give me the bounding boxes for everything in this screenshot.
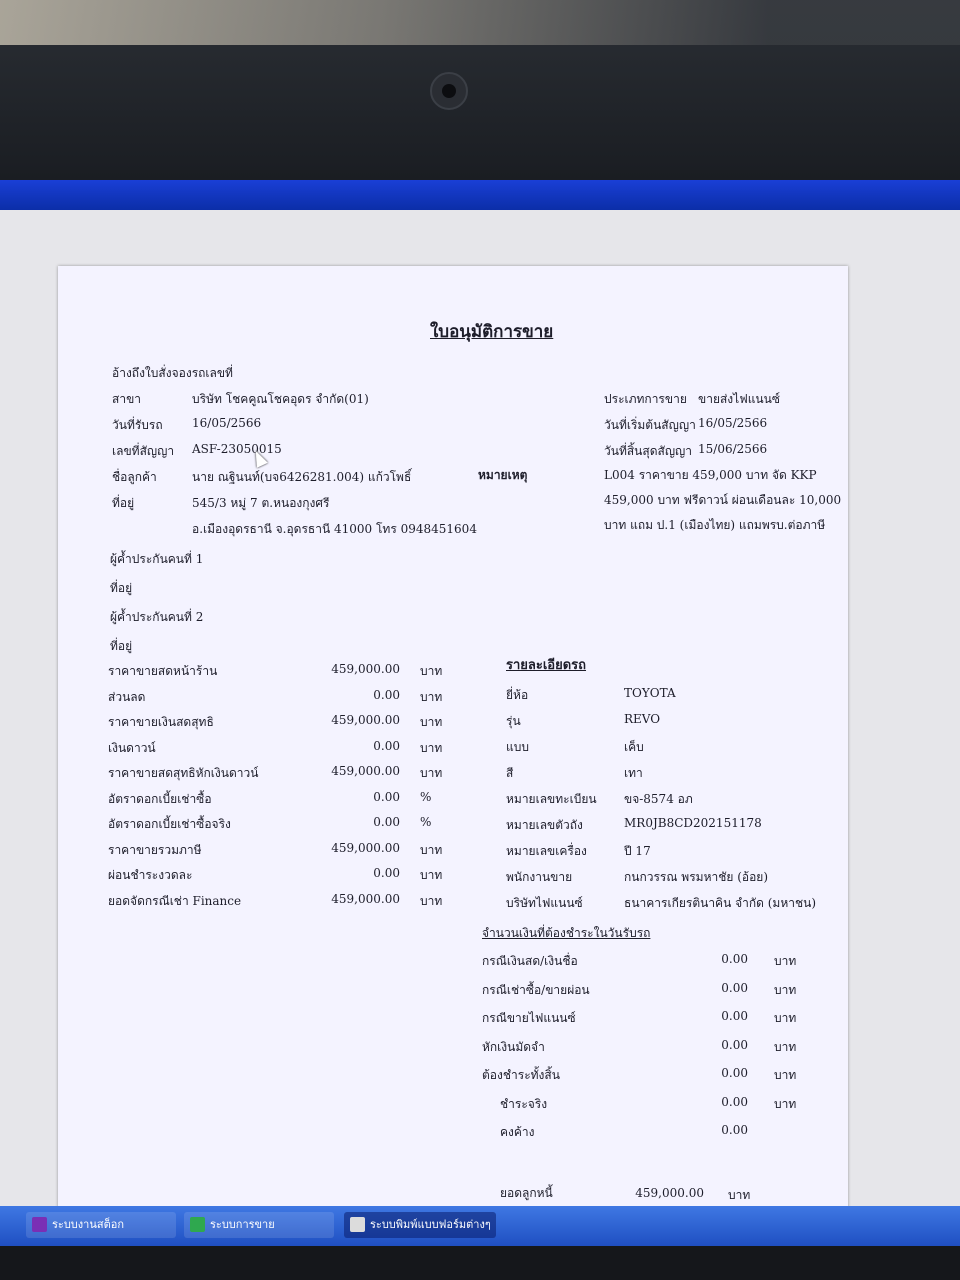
taskbar-button[interactable] (184, 1212, 334, 1238)
price-label: ราคาขายเงินสดสุทธิ (108, 715, 214, 729)
left-field-label: สาขา (112, 392, 142, 406)
price-unit: บาท (420, 689, 443, 704)
left-field-value: 545/3 หมู่ 7 ต.หนองกุงศรี (192, 496, 330, 510)
price-value: 459,000.00 (331, 840, 400, 855)
car-detail-value: TOYOTA (624, 686, 676, 700)
left-field-value: บริษัท โชคคูณโชคอุดร จำกัด(01) (192, 392, 369, 406)
guarantor-label: ผู้ค้ำประกันคนที่ 2 (110, 610, 204, 624)
right-field-value: 16/05/2566 (698, 416, 768, 430)
right-field-label: วันที่เริ่มต้นสัญญา (604, 418, 696, 432)
price-value: 459,000.00 (331, 662, 400, 676)
car-detail-value: เทา (624, 766, 643, 780)
price-label: ผ่อนชำระงวดละ (108, 868, 193, 882)
payment-value: 0.00 (721, 952, 748, 966)
guarantor-label: ผู้ค้ำประกันคนที่ 1 (110, 552, 204, 566)
guarantor-label: ที่อยู่ (110, 639, 133, 653)
left-field-value: อ.เมืองอุดรธานี จ.อุดรธานี 41000 โทร 0948451604 (192, 522, 477, 536)
payment-value: 0.00 (721, 1123, 748, 1137)
bezel-reflection (0, 0, 960, 45)
payment-unit: บาท (774, 1096, 797, 1111)
monitor-bezel (0, 0, 960, 180)
payment-label: กรณีเงินสด/เงินชื่อ (482, 954, 578, 968)
car-detail-label: สี (506, 766, 514, 780)
taskbar-button-label: ระบบงานสต็อก (52, 1218, 124, 1231)
remark-line: บาท แถม ป.1 (เมืองไทย) แถมพรบ.ต่อภาษี (604, 518, 826, 532)
price-label: เงินดาวน์ (108, 740, 156, 755)
price-unit: บาท (420, 842, 443, 857)
debt-unit: บาท (728, 1188, 751, 1202)
price-unit: % (420, 789, 432, 804)
taskbar-button-label: ระบบการขาย (210, 1218, 275, 1231)
payment-unit: บาท (774, 1039, 797, 1054)
car-detail-value: ขจ-8574 อภ (624, 792, 693, 806)
reservation-ref-label: อ้างถึงใบสั่งจองรถเลขที่ (112, 366, 233, 380)
right-field-label: วันที่สิ้นสุดสัญญา (604, 444, 693, 458)
price-unit: บาท (420, 893, 443, 908)
price-label: ราคาขายสดหน้าร้าน (108, 664, 218, 678)
payment-section-title: จำนวนเงินที่ต้องชำระในวันรับรถ (482, 926, 651, 940)
left-field-value: ASF-23050015 (192, 442, 282, 456)
taskbar-button[interactable] (26, 1212, 176, 1238)
left-field-label: เลขที่สัญญา (112, 444, 175, 458)
debt-label: ยอดลูกหนี้ (500, 1186, 553, 1200)
app-icon (350, 1217, 365, 1232)
price-unit: % (420, 815, 432, 829)
car-detail-value: กนกวรรณ พรมหาชัย (อ้อย) (624, 870, 769, 884)
car-detail-label: รุ่น (506, 714, 521, 728)
car-detail-label: พนักงานขาย (506, 870, 573, 884)
payment-label: กรณีเช่าซื้อ/ขายผ่อน (482, 982, 590, 997)
left-field-value: นาย ณฐินนท์(บจ6426281.004) แก้วโพธิ์ (192, 470, 412, 484)
webcam-icon (430, 72, 468, 110)
price-label: อัตราดอกเบี้ยเช่าซื้อจริง (108, 817, 231, 831)
app-icon (32, 1217, 47, 1232)
left-field-value: 16/05/2566 (192, 416, 262, 430)
price-label: อัตราดอกเบี้ยเช่าซื้อ (108, 791, 212, 806)
screen (0, 180, 960, 1280)
car-detail-label: ยี่ห้อ (506, 688, 529, 702)
price-value: 0.00 (373, 815, 400, 829)
payment-unit: บาท (774, 1068, 797, 1082)
print-preview-area[interactable] (0, 210, 960, 1210)
price-label: ราคาขายสดสุทธิหักเงินดาวน์ (108, 766, 259, 780)
remark-line: 459,000 บาท ฟรีดาวน์ ผ่อนเดือนละ 10,000 (604, 493, 842, 507)
payment-unit: บาท (774, 1011, 797, 1025)
taskbar-button[interactable] (344, 1212, 496, 1238)
price-value: 0.00 (373, 789, 400, 804)
payment-label: ต้องชำระทั้งสิ้น (482, 1068, 560, 1082)
price-unit: บาท (420, 664, 443, 678)
price-unit: บาท (420, 868, 443, 882)
price-value: 0.00 (373, 687, 400, 702)
car-detail-label: แบบ (506, 740, 529, 754)
car-detail-value: MR0JB8CD202151178 (624, 816, 762, 830)
remark-label: หมายเหตุ (478, 468, 528, 482)
payment-label: กรณีขายไฟแนนซ์ (482, 1011, 576, 1025)
car-detail-label: หมายเลขตัวถัง (506, 818, 583, 832)
payment-value: 0.00 (721, 1009, 748, 1023)
left-field-label: ที่อยู่ (112, 496, 135, 510)
price-label: ราคาขายรวมภาษี (108, 842, 202, 857)
price-label: ส่วนลด (108, 689, 146, 704)
payment-label: ชำระจริง (500, 1096, 548, 1111)
payment-value: 0.00 (721, 980, 748, 995)
car-detail-value: ปี 17 (624, 844, 651, 858)
payment-unit: บาท (774, 954, 797, 968)
price-value: 459,000.00 (331, 764, 400, 778)
payment-label: คงค้าง (500, 1125, 535, 1139)
sales-approval-document (58, 266, 848, 1256)
price-unit: บาท (420, 766, 443, 780)
price-value: 459,000.00 (331, 713, 400, 727)
payment-label: หักเงินมัดจำ (482, 1039, 545, 1054)
taskbar-button-label: ระบบพิมพ์แบบฟอร์มต่างๆ (370, 1218, 491, 1231)
right-field-value: ขายส่งไฟแนนซ์ (698, 392, 780, 406)
price-value: 0.00 (373, 866, 400, 880)
monitor-bottom-bezel (0, 1246, 960, 1280)
debt-value: 459,000.00 (635, 1186, 704, 1200)
left-field-label: วันที่รับรถ (112, 418, 163, 432)
payment-value: 0.00 (721, 1066, 748, 1080)
window-titlebar[interactable] (0, 180, 960, 210)
car-detail-label: หมายเลขทะเบียน (506, 792, 597, 806)
left-field-label: ชื่อลูกค้า (112, 470, 157, 484)
guarantor-label: ที่อยู่ (110, 581, 133, 595)
price-label: ยอดจัดกรณีเช่า Finance (108, 893, 242, 908)
car-detail-value: เค็บ (624, 740, 644, 754)
price-value: 459,000.00 (331, 891, 400, 906)
right-field-value: 15/06/2566 (698, 442, 768, 456)
app-icon (190, 1217, 205, 1232)
payment-value: 0.00 (721, 1094, 748, 1109)
payment-value: 0.00 (721, 1037, 748, 1052)
car-detail-label: บริษัทไฟแนนซ์ (506, 896, 583, 910)
price-value: 0.00 (373, 738, 400, 753)
document-title: ใบอนุมัติการขาย (430, 322, 554, 342)
car-section-title: รายละเอียดรถ (506, 658, 587, 673)
right-field-label: ประเภทการขาย (604, 392, 687, 406)
car-detail-value: REVO (624, 712, 661, 726)
remark-line: L004 ราคาขาย 459,000 บาท จัด KKP (604, 468, 817, 482)
car-detail-value: ธนาคารเกียรตินาคิน จำกัด (มหาชน) (624, 896, 817, 910)
taskbar (0, 1206, 960, 1246)
price-unit: บาท (420, 715, 443, 729)
price-unit: บาท (420, 740, 443, 755)
car-detail-label: หมายเลขเครื่อง (506, 844, 587, 858)
payment-unit: บาท (774, 982, 797, 997)
